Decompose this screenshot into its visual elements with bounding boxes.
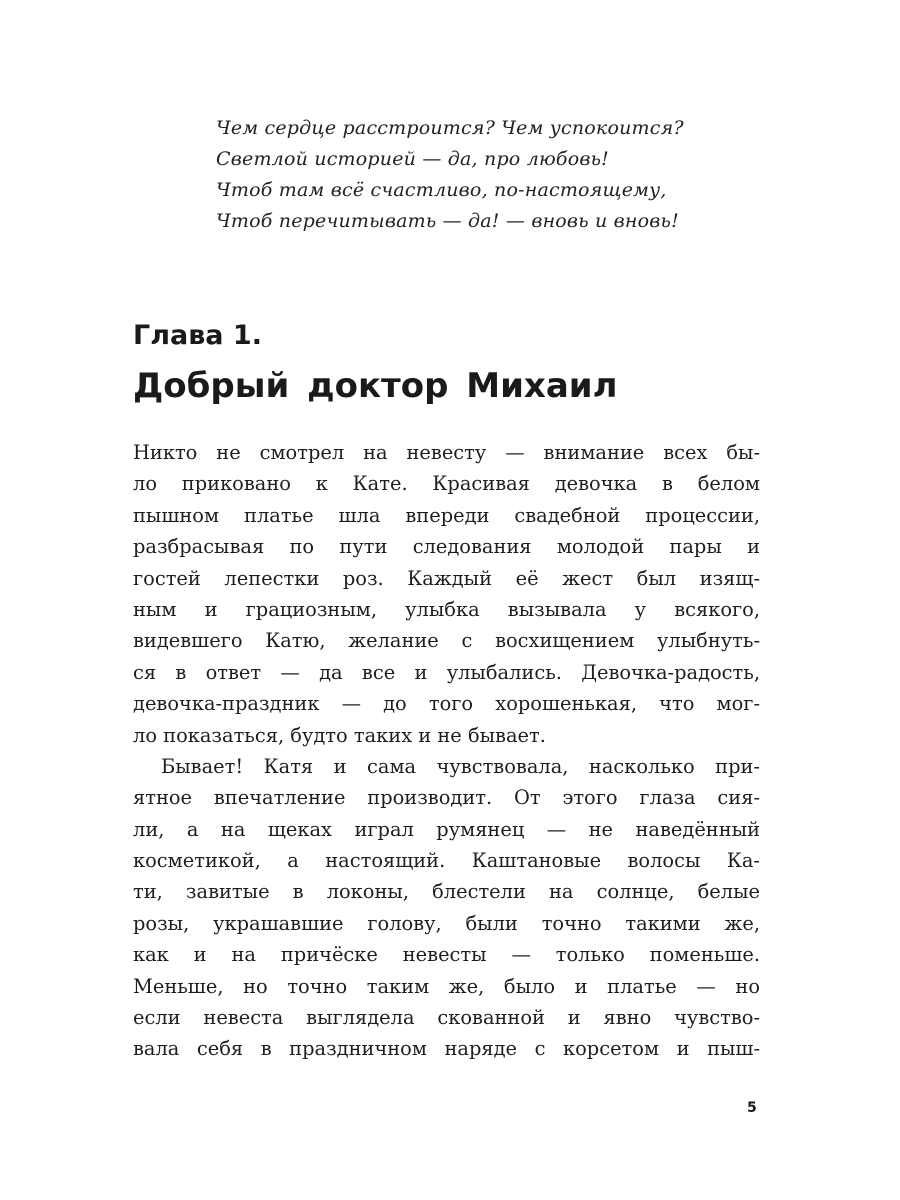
paragraph-1-line: ся в ответ — да все и улыбались. Девочка-радость,: [133, 660, 760, 684]
paragraph-2-line: как и на причёске невесты — только поменьше.: [133, 943, 760, 967]
epigraph-line: Чтоб там всё счастливо, по-настоящему,: [216, 179, 667, 201]
paragraph-1-line: девочка-праздник — до того хорошенькая, что мог-: [133, 692, 760, 716]
paragraph-1-line: ло приковано к Кате. Красивая девочка в белом: [133, 472, 760, 496]
paragraph-2-line: ти, завитые в локоны, блестели на солнце, белые: [133, 880, 760, 904]
paragraph-2-line: косметикой, а настоящий. Каштановые волосы Ка-: [133, 849, 760, 873]
paragraph-1-line: разбрасывая по пути следования молодой пары и: [133, 535, 760, 559]
body-text: [133, 437, 760, 1065]
paragraph-2-line: вала себя в праздничном наряде с корсетом и пыш-: [133, 1037, 760, 1061]
epigraph-line: Светлой историей — да, про любовь!: [216, 148, 609, 170]
paragraph-2-line: Меньше, но точно таким же, было и платье — но: [133, 974, 760, 998]
paragraph-1-line: ным и грациозным, улыбка вызывала у всякого,: [133, 597, 760, 621]
chapter-title: Добрый доктор Михаил: [133, 366, 618, 406]
paragraph-1-line: видевшего Катю, желание с восхищением улыбнуть-: [133, 629, 760, 653]
paragraph-2-line: ли, а на щеках играл румянец — не наведённый: [133, 817, 760, 841]
epigraph-line: Чтоб перечитывать — да! — вновь и вновь!: [216, 210, 679, 232]
paragraph-2-line: розы, украшавшие голову, были точно такими же,: [133, 911, 760, 935]
paragraph-2-line: если невеста выглядела скованной и явно чувство-: [133, 1006, 760, 1030]
paragraph-1-line: Никто не смотрел на невесту — внимание всех бы-: [133, 441, 760, 464]
paragraph-1-line: гостей лепестки роз. Каждый её жест был изящ-: [133, 566, 760, 590]
page-number: 5: [747, 1100, 757, 1116]
paragraph-2-line: Бывает! Катя и сама чувствовала, насколько при-: [161, 754, 760, 778]
paragraph-2-line: ятное впечатление производит. От этого глаза сия-: [133, 786, 760, 810]
paragraph-1-line: ло показаться, будто таких и не бывает.: [133, 723, 546, 747]
paragraph-1-line: пышном платье шла впереди свадебной процессии,: [133, 503, 760, 527]
chapter-number: Глава 1.: [133, 320, 262, 351]
epigraph-line: Чем сердце расстроится? Чем успокоится?: [216, 117, 684, 139]
epigraph: [216, 113, 756, 237]
